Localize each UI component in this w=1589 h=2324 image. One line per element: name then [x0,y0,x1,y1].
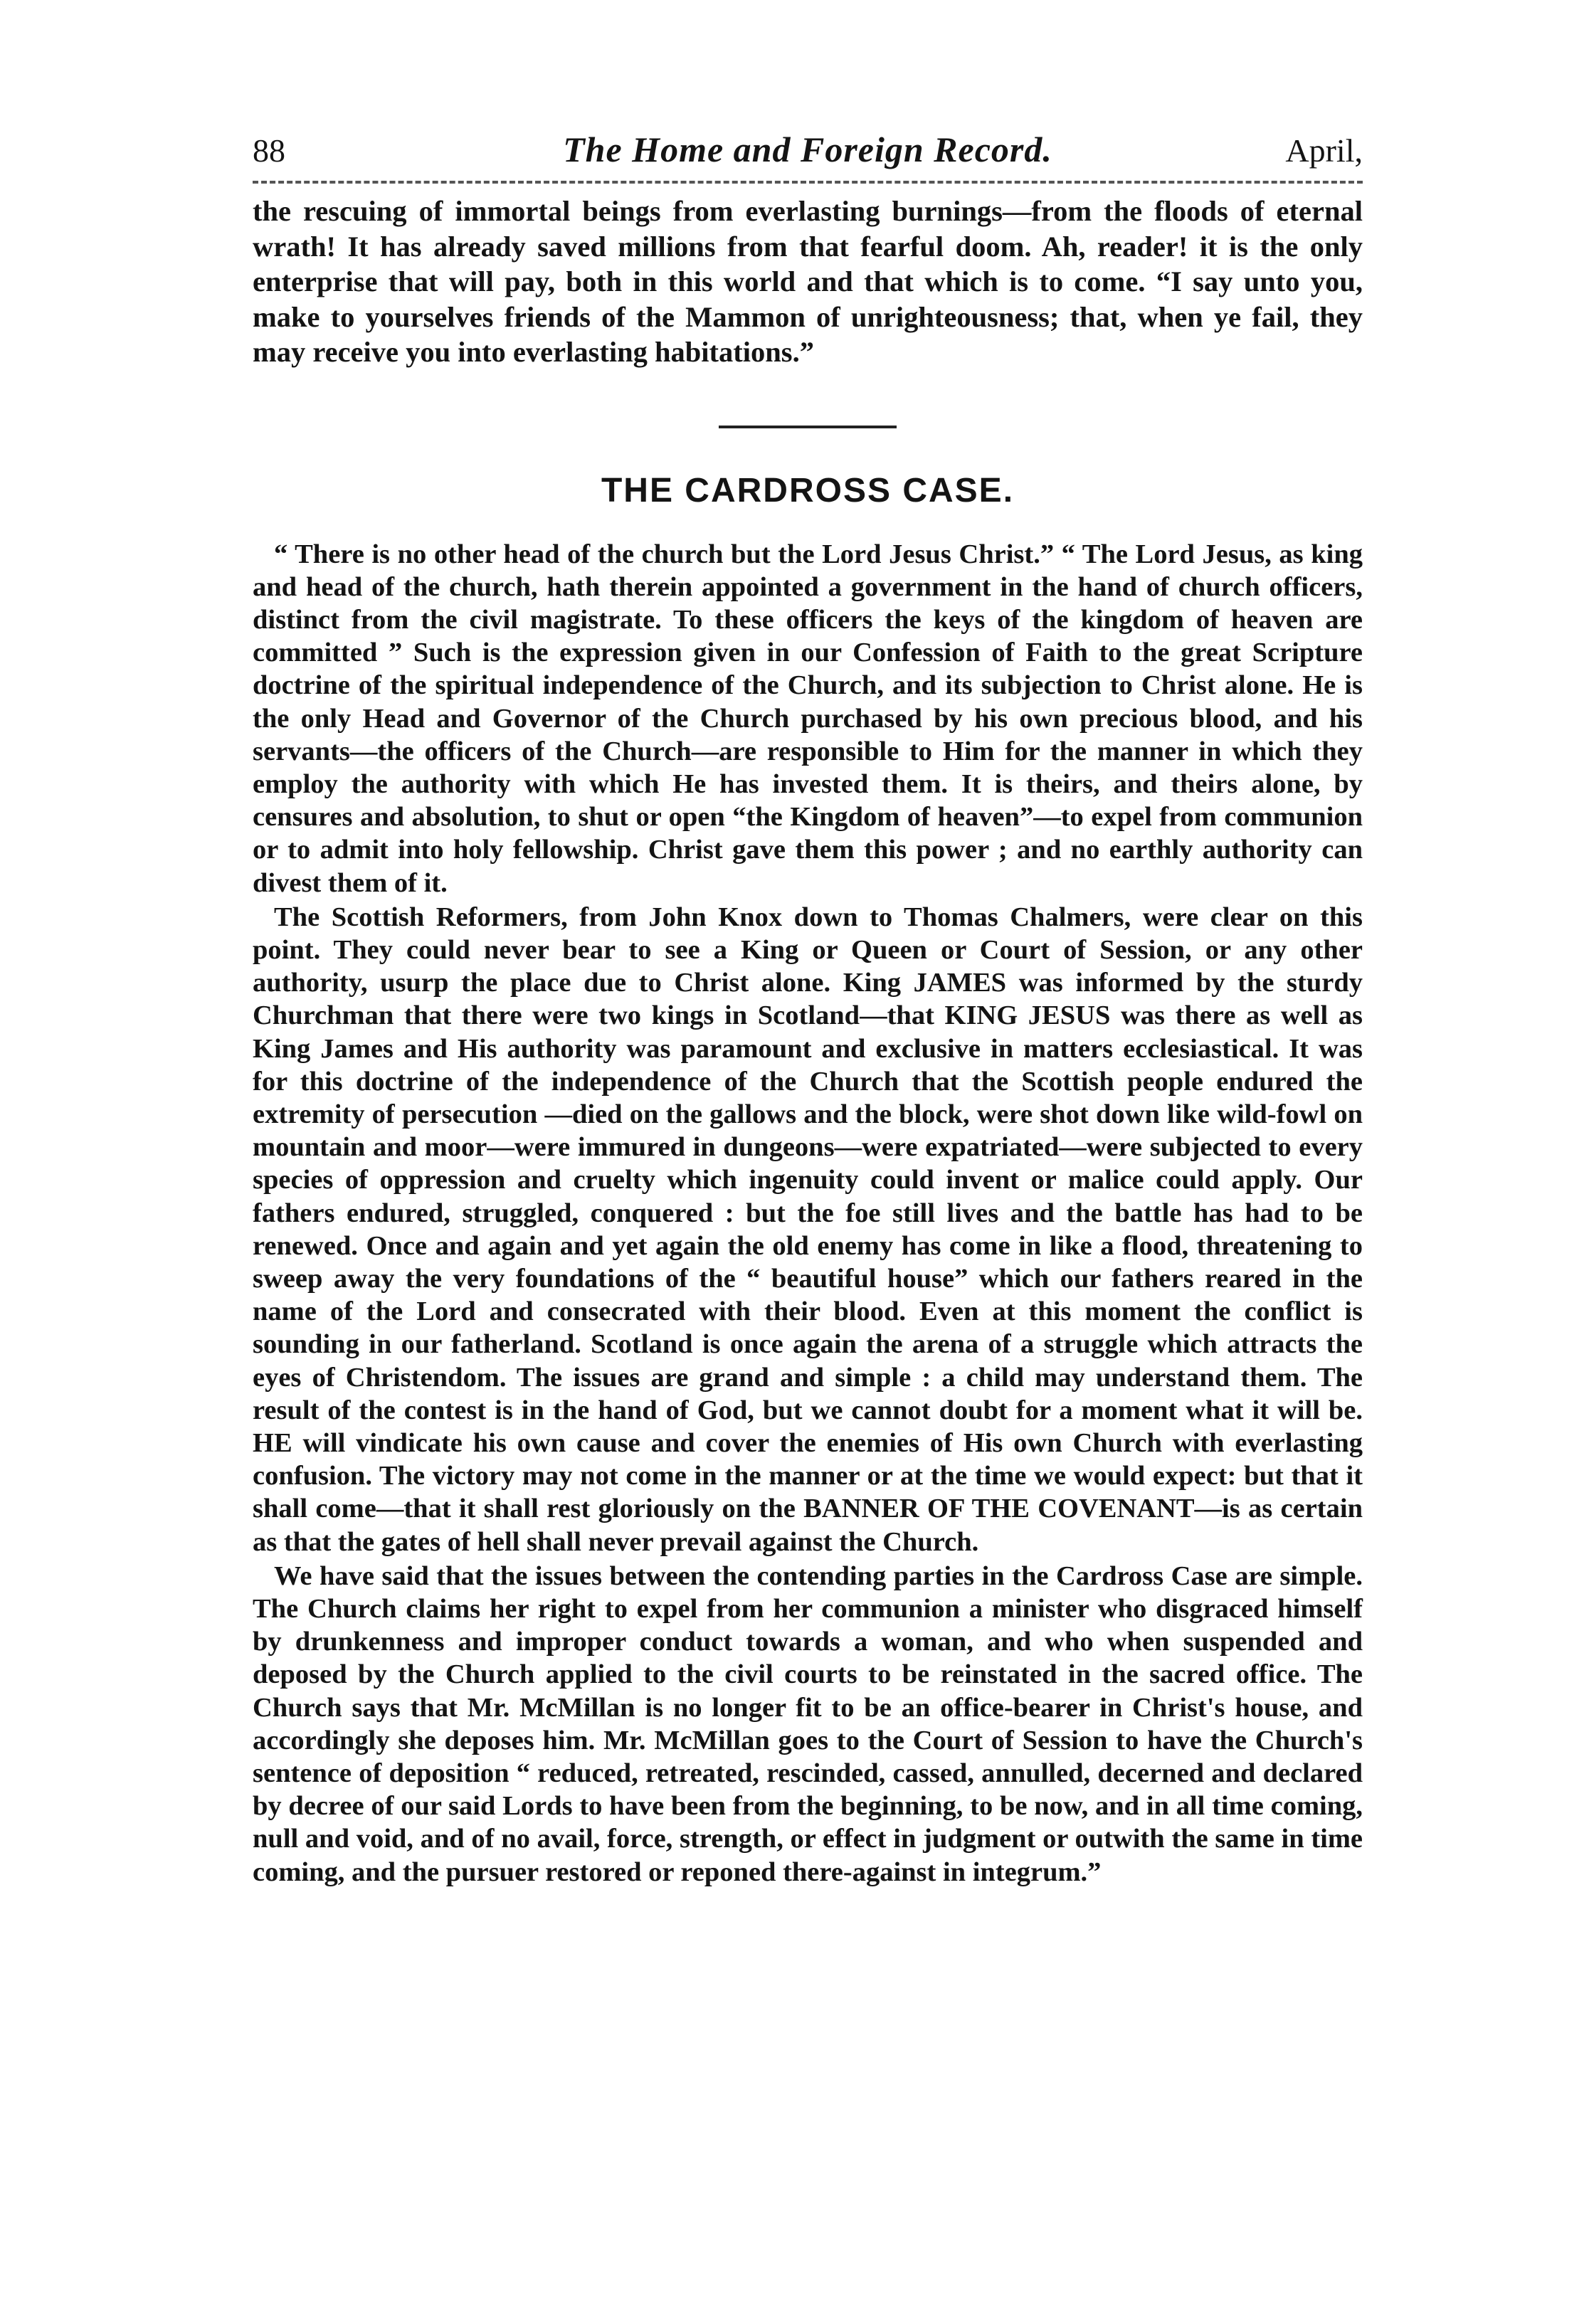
journal-title: The Home and Foreign Record. [563,130,1052,169]
page-number: 88 [253,132,285,169]
header-rule [253,181,1363,184]
running-head [253,128,1363,178]
article-paragraph-1: “ There is no other head of the church but the Lord Jesus Christ.” “ The Lord Jesus, as king and head of the church, hath therein appointed a government in the hand of church officers, distinct from the civil magistrate. To these officers the keys of the kingdom of heaven are committed ” Such is the expression given in our Confession of Faith to the great Scripture doctrine of the spiritual independence of the Church, and its subjection to Christ alone. He is the only Head and Governor of the Church purchased by his own precious blood, and his servants—the officers of the Church—are responsible to Him for the manner in which they employ the authority with which He has invested them. It is theirs, and theirs alone, by censures and absolution, to shut or open “the Kingdom of heaven”—to expel from communion or to admit into holy fellowship. Christ gave them this power ; and no earthly authority can divest them of it. [253,539,1363,898]
issue-month: April, [1285,132,1363,169]
continued-paragraph: the rescuing of immortal beings from everlasting burnings—from the floods of eternal wrath! It has already saved millions from that fearful doom. Ah, reader! it is the only enterprise that will pay, both in this world and that which is to come. “I say unto you, make to yourselves friends of the Mammon of unrighteousness; that, when ye fail, they may receive you into everlasting habitations.” [253,195,1363,368]
article-paragraph-2: The Scottish Reformers, from John Knox down to Thomas Chalmers, were clear on this point. They could never bear to see a King or Queen or Court of Session, or any other authority, usurp the place due to Christ alone. King JAMES was informed by the sturdy Churchman that there were two kings in Scotland—that KING JESUS was there as well as King James and His authority was paramount and exclusive in matters ecclesiastical. It was for this doctrine of the independence of the Church that the Scottish people endured the extremity of persecution —died on the gallows and the block, were shot down like wild-fowl on mountain and moor—were immured in dungeons—were expatriated—were subjected to every species of oppression and cruelty which ingenuity could invent or malice could apply. Our fathers endured, struggled, conquered : but the foe still lives and the battle has had to be renewed. Once and again and yet again the old enemy has come in like a flood, threatening to sweep away the very foundations of the “ beautiful house” which our fathers reared in the name of the Lord and consecrated with their blood. Even at this moment the conflict is sounding in our fatherland. Scotland is once again the arena of a struggle which attracts the eyes of Christendom. The issues are grand and simple : a child may understand them. The result of the contest is in the hand of God, but we cannot doubt for a moment what it will be. HE will vindicate his own cause and cover the enemies of His own Church with everlasting confusion. The victory may not come in the manner or at the time we would expect: but that it shall come—that it shall rest gloriously on the BANNER OF THE COVENANT—is as certain as that the gates of hell shall never prevail against the Church. [253,902,1363,1557]
page [253,128,1363,1889]
section-separator-rule [719,426,897,428]
article-title: THE CARDROSS CASE. [601,471,1015,509]
article-paragraph-3: We have said that the issues between the contending parties in the Cardross Case are simple. The Church claims her right to expel from her communion a minister who disgraced himself by drunkenness and improper conduct towards a woman, and who when suspended and deposed by the Church applied to the civil courts to be reinstated in the sacred office. The Church says that Mr. McMillan is no longer fit to be an office-bearer in Christ's house, and accordingly she deposes him. Mr. McMillan goes to the Court of Session to have the Church's sentence of deposition “ reduced, retreated, rescinded, cassed, annulled, decerned and declared by decree of our said Lords to have been from the beginning, to be now, and in all time coming, null and void, and of no avail, force, strength, or effect in judgment or outwith the same in time coming, and the pursuer restored or reponed there-against in integrum.” [253,1560,1363,1887]
